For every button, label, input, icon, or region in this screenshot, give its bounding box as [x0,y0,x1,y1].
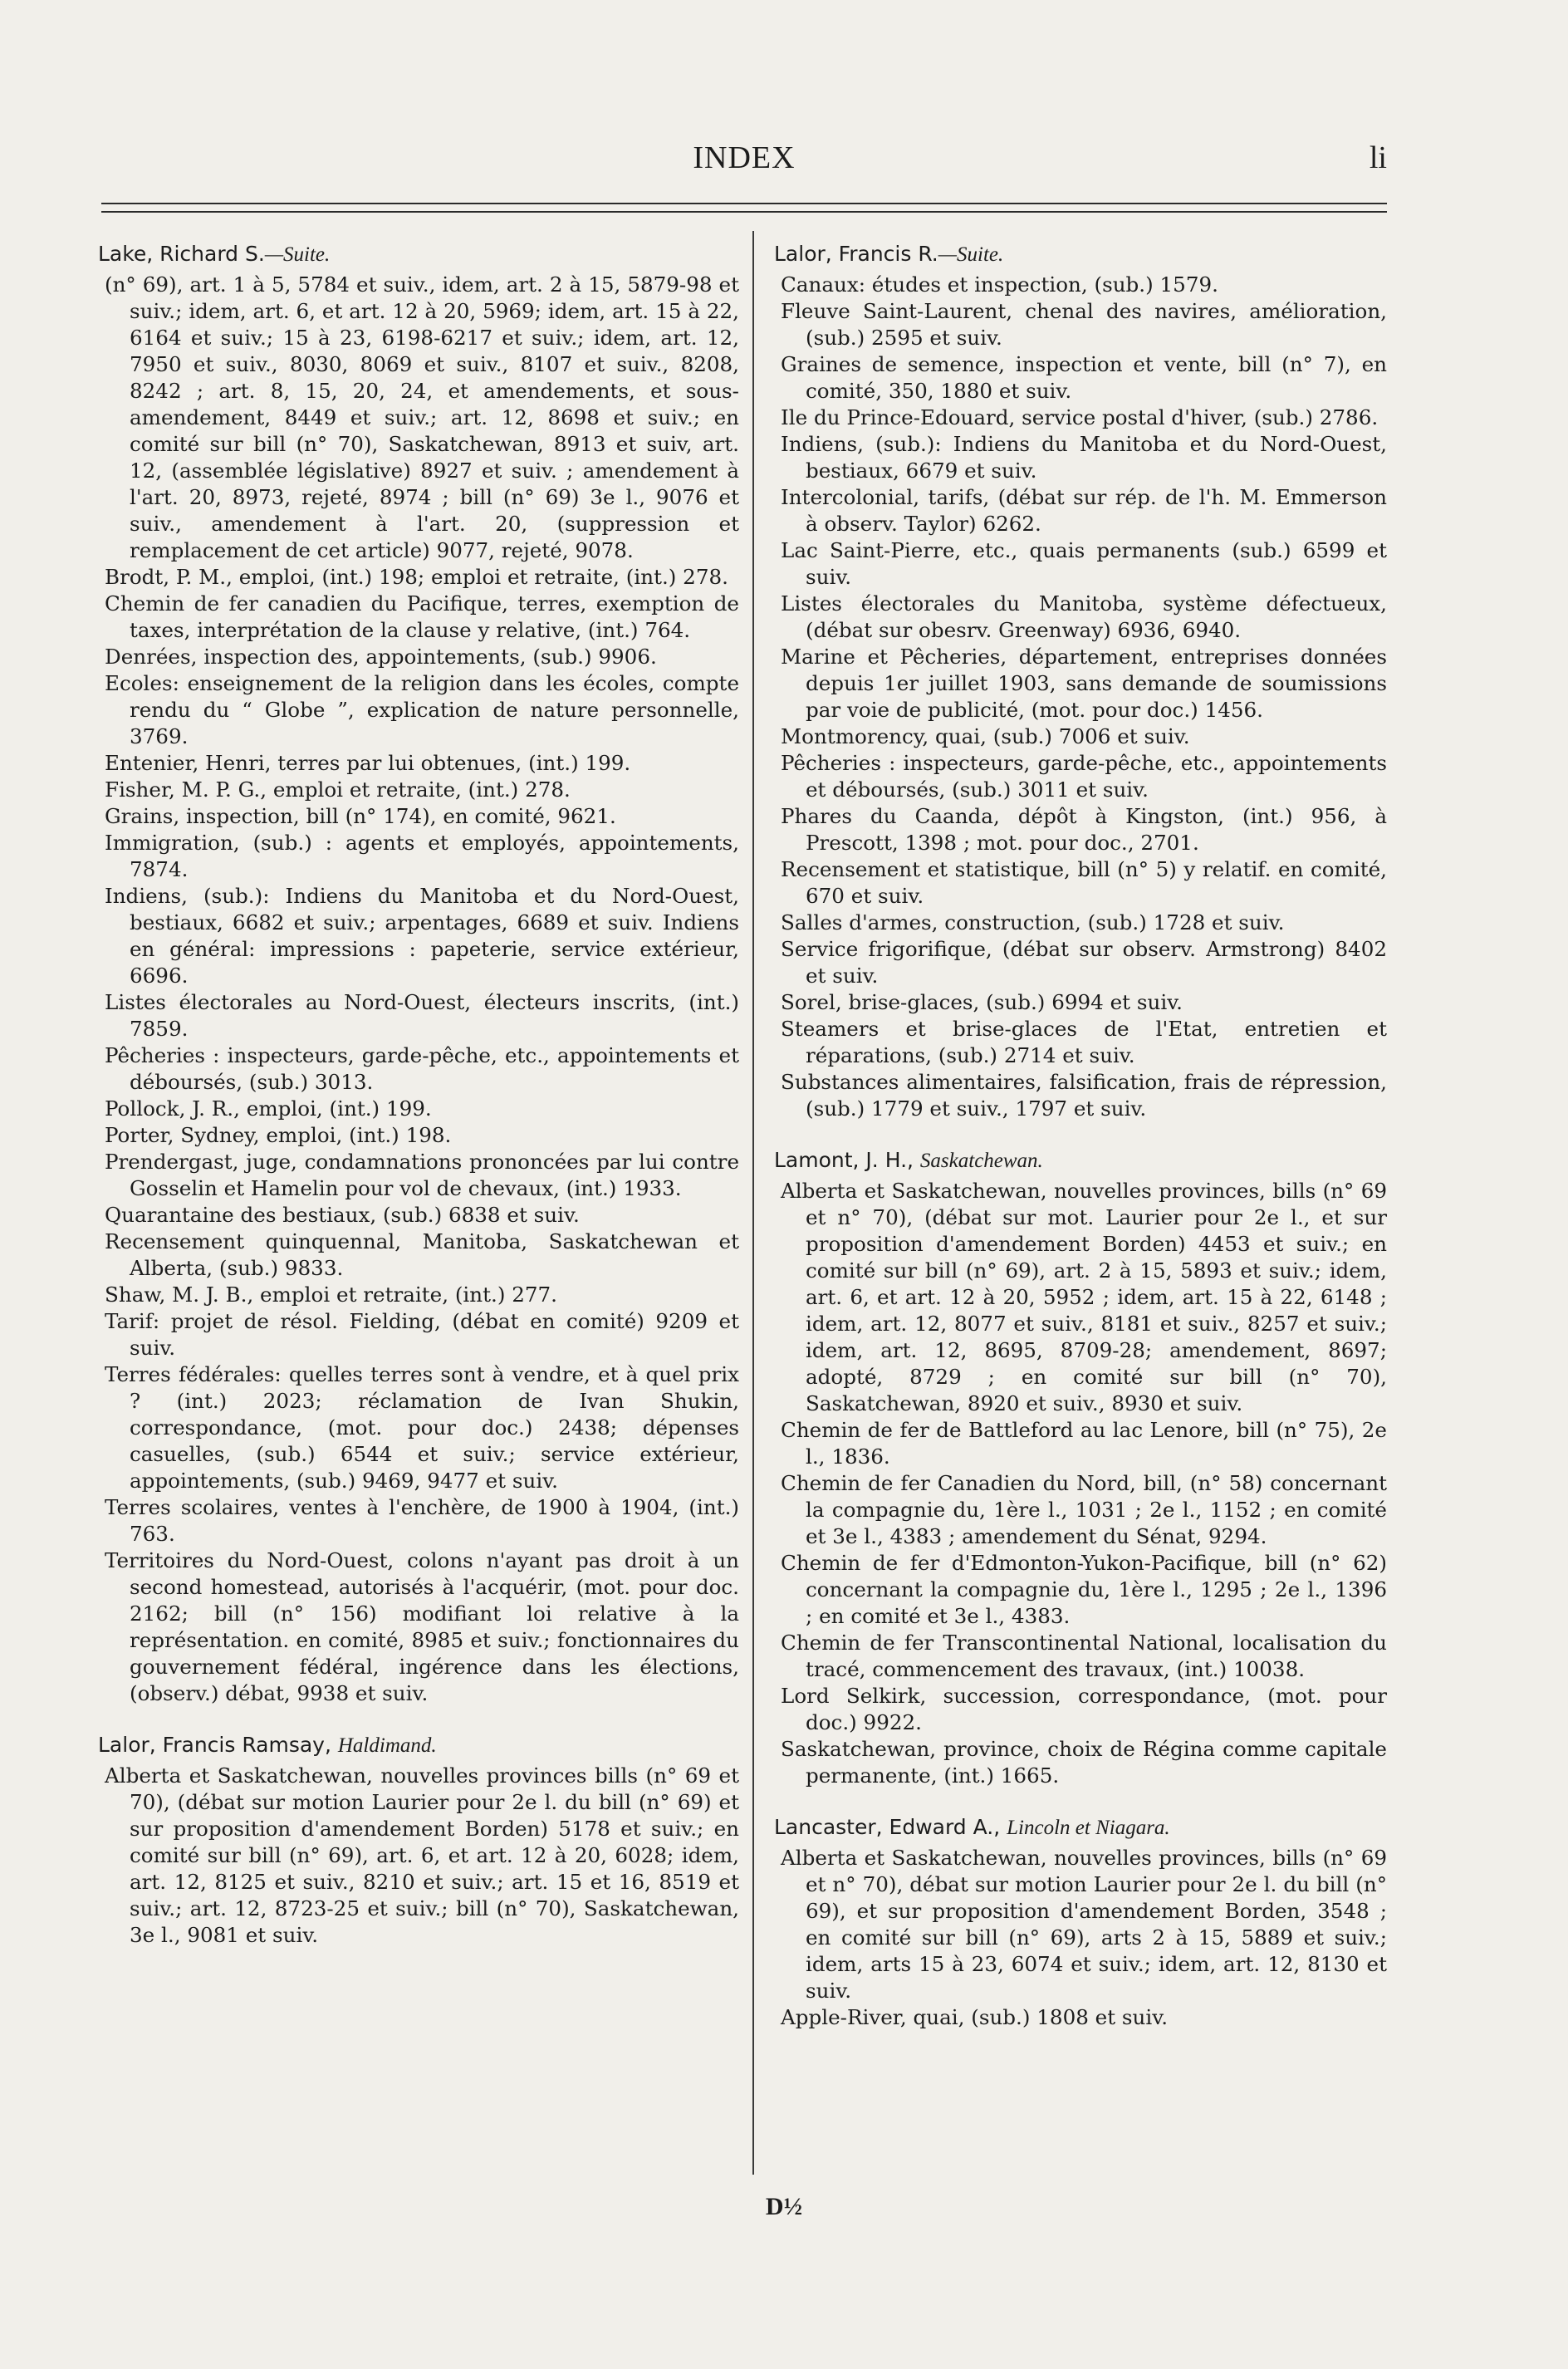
column-divider [752,231,754,2175]
subentry: Immigration, (sub.) : agents et employés, appointements, 7874. [105,831,739,881]
index-entry [774,1147,1387,1789]
left-column [98,241,739,1974]
subentry: Chemin de fer de Battleford au lac Lenore, bill (n° 75), 2e l., 1836. [781,1418,1387,1469]
index-entry [98,241,739,1707]
subentry: Pêcheries : inspecteurs, garde-pêche, etc., appointements et déboursés, (sub.) 3013. [105,1043,739,1094]
subentry: Canaux: études et inspection, (sub.) 1579. [781,272,1218,297]
subentry: Phares du Caanda, dépôt à Kingston, (int.) 956, à Prescott, 1398 ; mot. pour doc., 2701. [781,804,1387,855]
subentry: Chemin de fer Transcontinental National, localisation du tracé, commencement des travaux, (int.) 10038. [781,1631,1387,1681]
subentry: Ile du Prince-Edouard, service postal d'hiver, (sub.) 2786. [781,405,1379,429]
riding-name: Lincoln et Niagara. [1007,1817,1170,1839]
subentry: Quarantaine des bestiaux, (sub.) 6838 et suiv. [105,1203,580,1227]
subentry: Marine et Pêcheries, département, entreprises données depuis 1er juillet 1903, sans demande de soumissions par voie de publicité, (mot. pour doc.) 1456. [781,645,1387,722]
subentry: Listes électorales du Manitoba, système défectueux, (débat sur obesrv. Greenway) 6936, 6940. [781,591,1387,642]
subentry: Pollock, J. R., emploi, (int.) 199. [105,1096,432,1121]
subentry: Prendergast, juge, condamnations prononcées par lui contre Gosselin et Hamelin pour vol de chevaux, (int.) 1933. [105,1150,739,1200]
subentry: Fisher, M. P. G., emploi et retraite, (int.) 278. [105,777,571,802]
entry-heading [774,241,1387,268]
signature-mark: D½ [765,2193,803,2220]
subentry: Denrées, inspection des, appointements, (sub.) 9906. [105,645,657,669]
subentry: Shaw, M. J. B., emploi et retraite, (int.) 277. [105,1283,558,1307]
index-entry [774,1814,1387,2031]
subentry: Terres fédérales: quelles terres sont à vendre, et à quel prix ? (int.) 2023; réclamation de Ivan Shukin, correspondance, (mot. pour doc.) 2438; dépenses casuelles, (sub.) 6544 et suiv.; service extérieur, appointements, (sub.) 9469, 9477 et suiv. [105,1362,739,1493]
page-header [101,140,1387,189]
subentry: Lord Selkirk, succession, correspondance, (mot. pour doc.) 9922. [781,1684,1387,1734]
header-rule-bottom [101,211,1387,213]
subentry: Substances alimentaires, falsification, frais de répression, (sub.) 1779 et suiv., 1797 et suiv. [781,1070,1387,1121]
subentry: Chemin de fer d'Edmonton-Yukon-Pacifique, bill (n° 62) concernant la compagnie du, 1ère l., 1295 ; 2e l., 1396 ; en comité et 3e l., 4383. [781,1551,1387,1628]
subentry: Fleuve Saint-Laurent, chenal des navires, amélioration, (sub.) 2595 et suiv. [781,299,1387,350]
subentry: Porter, Sydney, emploi, (int.) 198. [105,1123,452,1147]
subentry: Salles d'armes, construction, (sub.) 1728 et suiv. [781,910,1285,934]
entry-heading [98,241,739,268]
subentry: Saskatchewan, province, choix de Régina comme capitale permanente, (int.) 1665. [781,1737,1387,1788]
subentry: Intercolonial, tarifs, (débat sur rép. de l'h. M. Emmerson à observ. Taylor) 6262. [781,485,1387,536]
member-name: Lalor, Francis Ramsay, [98,1733,331,1757]
entry-heading [774,1147,1387,1175]
subentry: Chemin de fer Canadien du Nord, bill, (n° 58) concernant la compagnie du, 1ère l., 1031 ; 2e l., 1152 ; en comité et 3e l., 4383 ; amendement du Sénat, 9294. [781,1471,1387,1548]
continuation-marker: —Suite. [264,243,331,266]
member-name: Lamont, J. H., [774,1148,914,1172]
subentry: Alberta et Saskatchewan, nouvelles provinces bills (n° 69 et 70), (débat sur motion Laurier pour 2e l. du bill (n° 69) et sur proposition d'amendement Borden) 5178 et suiv.; en comité sur bill (n° 69), art. 6, et art. 12 à 20, 6028; idem, art. 12, 8125 et suiv., 8210 et suiv.; art. 15 et 16, 8519 et suiv.; art. 12, 8723-25 et suiv.; bill (n° 70), Saskatchewan, 3e l., 9081 et suiv. [105,1763,739,1947]
subentry: Entenier, Henri, terres par lui obtenues, (int.) 199. [105,751,631,775]
entry-heading [774,1814,1387,1842]
subentry: Ecoles: enseignement de la religion dans les écoles, compte rendu du “ Globe ”, explication de nature personnelle, 3769. [105,671,739,748]
subentry: Recensement et statistique, bill (n° 5) y relatif. en comité, 670 et suiv. [781,857,1387,908]
subentry: Lac Saint-Pierre, etc., quais permanents (sub.) 6599 et suiv. [781,538,1387,589]
index-entry [98,1732,739,1949]
subentry: Sorel, brise-glaces, (sub.) 6994 et suiv. [781,990,1183,1014]
member-name: Lalor, Francis R. [774,242,938,266]
page-number: li [1369,140,1387,175]
subentry: Terres scolaires, ventes à l'enchère, de 1900 à 1904, (int.) 763. [105,1495,739,1546]
subentry: Apple-River, quai, (sub.) 1808 et suiv. [781,2005,1169,2029]
subentry: (n° 69), art. 1 à 5, 5784 et suiv., idem, art. 2 à 15, 5879-98 et suiv.; idem, art. 6, et art. 12 à 20, 5969; idem, art. 15 à 22, 6164 et suiv.; 15 à 23, 6198-6217 et suiv.; idem, art. 12, 7950 et suiv., 8030, 8069 et suiv., 8107 et suiv., 8208, 8242 ; art. 8, 15, 20, 24, et amendements, et sous-amendement, 8449 et suiv.; art. 12, 8698 et suiv.; en comité sur bill (n° 70), Saskatchewan, 8913 et suiv, art. 12, (assemblée législative) 8927 et suiv. ; amendement à l'art. 20, 8973, rejeté, 8974 ; bill (n° 69) 3e l., 9076 et suiv., amendement à l'art. 20, (suppression et remplacement de cet article) 9077, rejeté, 9078. [105,272,739,562]
riding-name: Haldimand. [337,1734,437,1757]
subentry: Alberta et Saskatchewan, nouvelles provinces, bills (n° 69 et n° 70), débat sur motion Laurier pour 2e l. du bill (n° 69), et sur proposition d'amendement Borden, 3548 ; en comité sur bill (n° 69), arts 2 à 15, 5889 et suiv.; idem, arts 15 à 23, 6074 et suiv.; idem, art. 12, 8130 et suiv. [781,1846,1387,2003]
member-name: Lancaster, Edward A., [774,1815,1001,1839]
riding-name: Saskatchewan. [919,1150,1043,1172]
subentry: Listes électorales au Nord-Ouest, électeurs inscrits, (int.) 7859. [105,990,739,1041]
running-title: INDEX [693,140,796,175]
subentry: Graines de semence, inspection et vente, bill (n° 7), en comité, 350, 1880 et suiv. [781,352,1387,403]
subentry: Alberta et Saskatchewan, nouvelles provinces, bills (n° 69 et n° 70), (débat sur mot. Laurier pour 2e l., et sur proposition d'amendement Borden) 4453 et suiv.; en comité sur bill (n° 69), art. 2 à 15, 5893 et suiv.; idem, art. 6, et art. 12 à 20, 5952 ; idem, art. 15 à 22, 6148 ; idem, art. 12, 8077 et suiv., 8181 et suiv., 8257 et suiv.; idem, art. 12, 8695, 8709-28; amendement, 8697; adopté, 8729 ; en comité sur bill (n° 70), Saskatchewan, 8920 et suiv., 8930 et suiv. [781,1179,1387,1415]
index-entry [774,241,1387,1122]
subentry: Steamers et brise-glaces de l'Etat, entretien et réparations, (sub.) 2714 et suiv. [781,1017,1387,1067]
subentry: Indiens, (sub.): Indiens du Manitoba et du Nord-Ouest, bestiaux, 6679 et suiv. [781,432,1387,483]
header-rule-top [101,203,1387,204]
subentry: Territoires du Nord-Ouest, colons n'ayant pas droit à un second homestead, autorisés à l'acquérir, (mot. pour doc. 2162; bill (n° 156) modifiant loi relative à la représentation. en comité, 8985 et suiv.; fonctionnaires du gouvernement fédéral, ingérence dans les élections, (observ.) débat, 9938 et suiv. [105,1548,739,1705]
subentry: Tarif: projet de résol. Fielding, (débat en comité) 9209 et suiv. [105,1309,739,1360]
subentry: Montmorency, quai, (sub.) 7006 et suiv. [781,724,1190,748]
member-name: Lake, Richard S. [98,242,265,266]
subentry: Indiens, (sub.): Indiens du Manitoba et du Nord-Ouest, bestiaux, 6682 et suiv.; arpentages, 6689 et suiv. Indiens en général: impressions : papeterie, service extérieur, 6696. [105,884,739,988]
subentry: Brodt, P. M., emploi, (int.) 198; emploi et retraite, (int.) 278. [105,565,728,589]
continuation-marker: —Suite. [938,243,1004,266]
subentry: Chemin de fer canadien du Pacifique, terres, exemption de taxes, interprétation de la clause y relative, (int.) 764. [105,591,739,642]
entry-heading [98,1732,739,1759]
subentry: Grains, inspection, bill (n° 174), en comité, 9621. [105,804,616,828]
subentry: Recensement quinquennal, Manitoba, Saskatchewan et Alberta, (sub.) 9833. [105,1229,739,1280]
subentry: Pêcheries : inspecteurs, garde-pêche, etc., appointements et déboursés, (sub.) 3011 et suiv. [781,751,1387,802]
right-column [774,241,1387,2056]
subentry: Service frigorifique, (débat sur observ. Armstrong) 8402 et suiv. [781,937,1387,988]
